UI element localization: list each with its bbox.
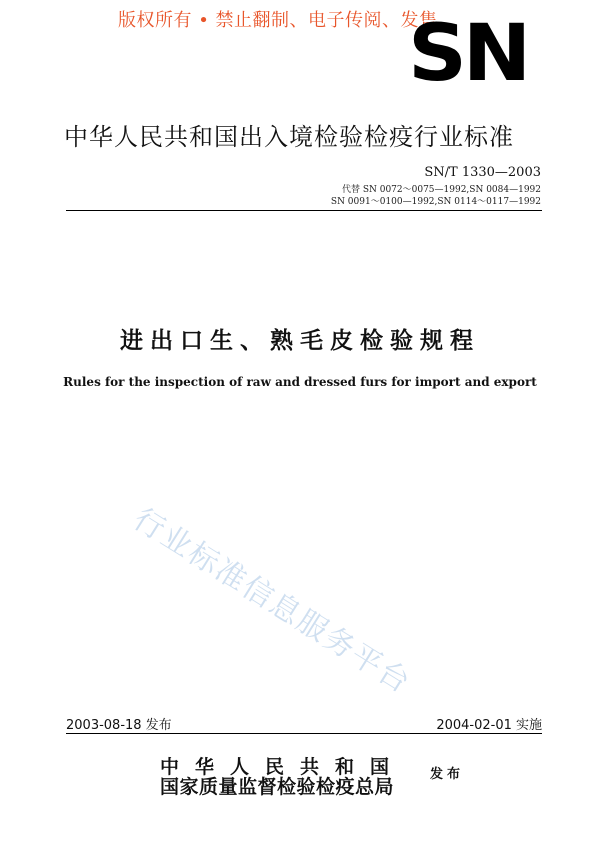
issuer-agency: 国家质量监督检验检疫总局 <box>160 776 395 798</box>
top-divider <box>66 210 542 211</box>
implementation-date: 2004-02-01 实施 <box>436 718 542 733</box>
replaces-line-1: 代替 SN 0072～0075—1992,SN 0084—1992 <box>341 185 541 195</box>
replaces-line-2: SN 0091～0100—1992,SN 0114～0117—1992 <box>330 197 541 207</box>
publish-label: 发布 <box>430 767 465 782</box>
bottom-divider <box>66 733 542 734</box>
document-title-chinese: 进出口生、熟毛皮检验规程 <box>120 328 480 354</box>
watermark: 行业标准信息服务平台 <box>127 501 418 702</box>
issuer-country: 中华人民共和国 <box>160 756 406 778</box>
copyright-notice: 版权所有 • 禁止翻制、电子传阅、发售 <box>118 10 438 31</box>
standard-number: SN/T 1330—2003 <box>424 165 541 180</box>
document-title-english: Rules for the inspection of raw and dressed furs for import and export <box>63 375 537 389</box>
sn-logo: SN <box>408 9 528 99</box>
issue-date: 2003-08-18 发布 <box>66 718 172 733</box>
organization-title: 中华人民共和国出入境检验检疫行业标准 <box>64 123 514 151</box>
